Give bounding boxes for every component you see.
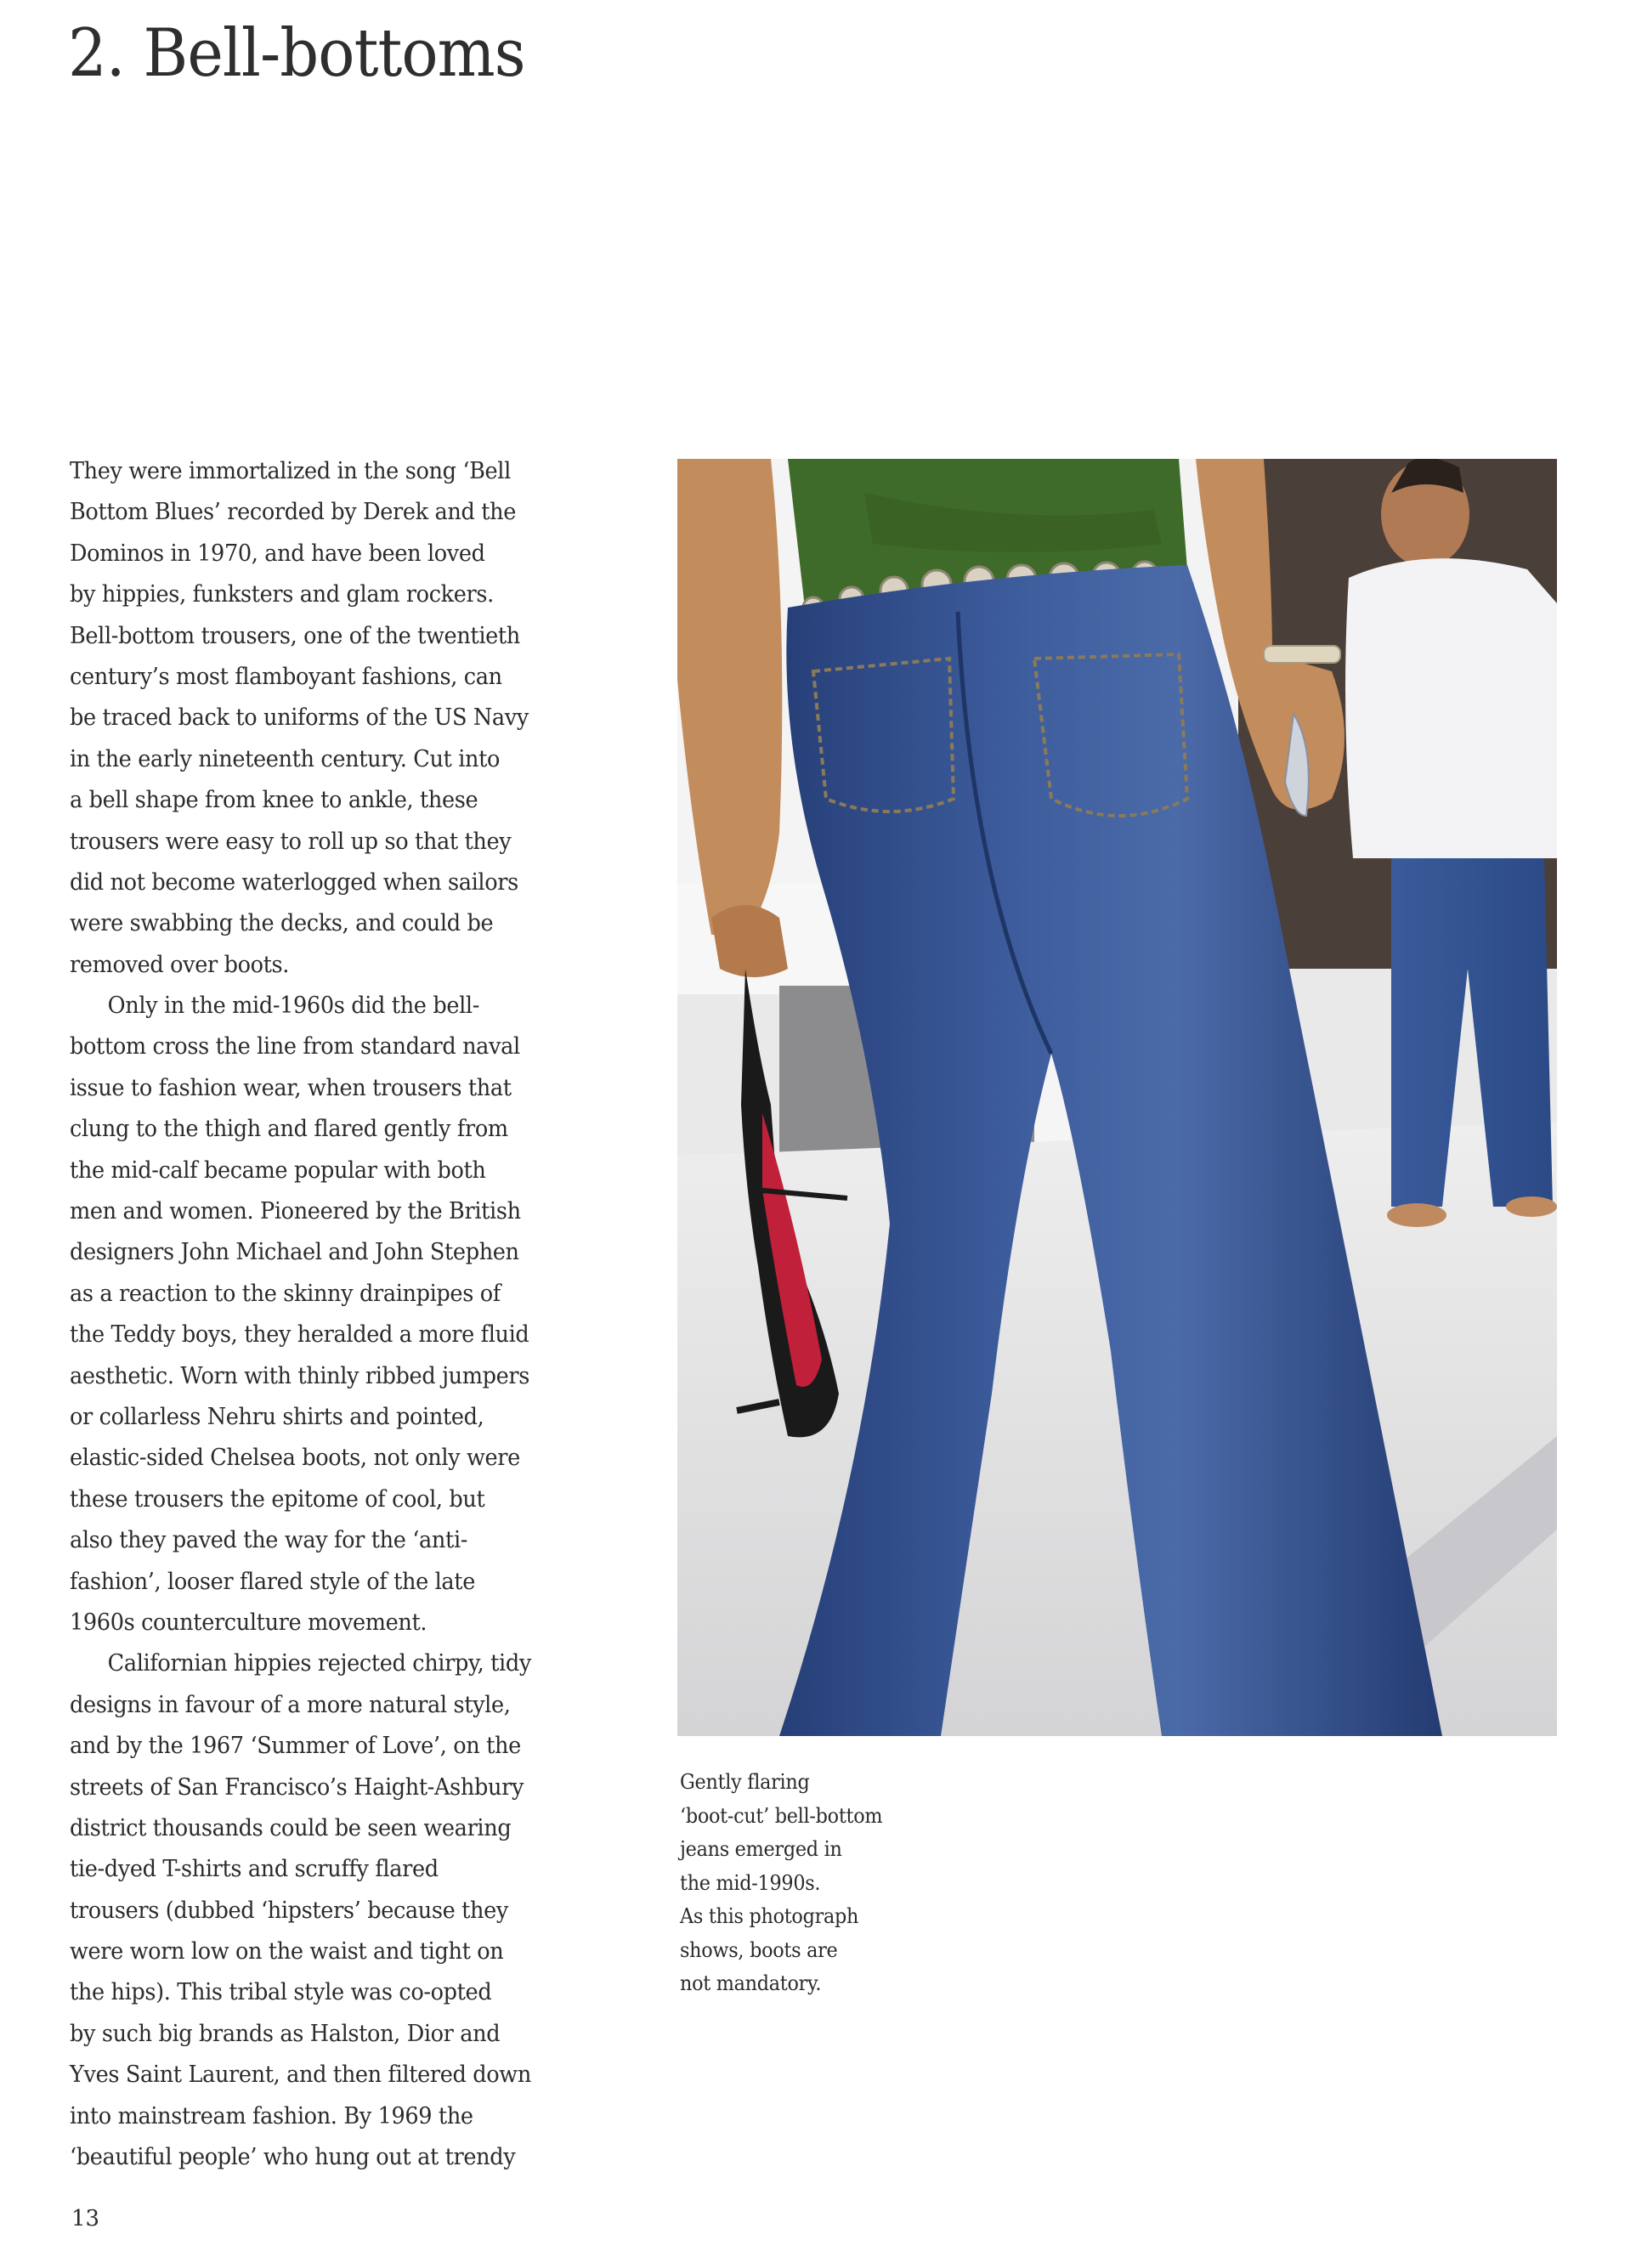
- body-text-line: elastic-sided Chelsea boots, not only were: [70, 1444, 520, 1472]
- body-text-line: the Teddy boys, they heralded a more fluid: [70, 1321, 529, 1349]
- body-text-line: were swabbing the decks, and could be: [70, 909, 494, 937]
- page-title: 2. Bell-bottoms: [68, 15, 525, 92]
- caption-line: shows, boots are: [680, 1937, 838, 1962]
- body-text-line: tie-dyed T-shirts and scruffy flared: [70, 1855, 439, 1883]
- body-text-line: clung to the thigh and flared gently from: [70, 1115, 508, 1143]
- body-text-line: or collarless Nehru shirts and pointed,: [70, 1402, 484, 1430]
- body-text-line: designs in favour of a more natural style,: [70, 1690, 511, 1718]
- body-text-line: Californian hippies rejected chirpy, tidy: [107, 1649, 531, 1677]
- body-text-line: trousers were easy to roll up so that they: [70, 827, 512, 855]
- body-text-line: did not become waterlogged when sailors: [70, 868, 518, 896]
- body-text-line: bottom cross the line from standard naval: [70, 1032, 520, 1060]
- body-text-line: the hips). This tribal style was co-opted: [70, 1978, 492, 2006]
- body-text-line: a bell shape from knee to ankle, these: [70, 786, 478, 814]
- body-text-line: also they paved the way for the ‘anti-: [70, 1526, 468, 1554]
- photo-illustration: [677, 459, 1557, 1736]
- body-text-line: men and women. Pioneered by the British: [70, 1197, 521, 1225]
- caption-line: the mid-1990s.: [680, 1870, 821, 1895]
- body-text-line: century’s most flamboyant fashions, can: [70, 662, 502, 690]
- caption-line: not mandatory.: [680, 1971, 822, 1995]
- photo-caption: [680, 1766, 960, 2001]
- body-text-line: by hippies, funksters and glam rockers.: [70, 580, 494, 608]
- body-text-line: and by the 1967 ‘Summer of Love’, on the: [70, 1732, 521, 1760]
- body-text-line: They were immortalized in the song ‘Bell: [70, 457, 511, 484]
- caption-line: As this photograph: [680, 1904, 859, 1928]
- bell-bottom-jeans-photo: [677, 459, 1557, 1736]
- body-text-line: ‘beautiful people’ who hung out at trendy: [70, 2143, 516, 2171]
- caption-line: ‘boot-cut’ bell-bottom: [680, 1803, 883, 1828]
- body-text-line: Only in the mid-1960s did the bell-: [107, 992, 479, 1020]
- body-text-line: aesthetic. Worn with thinly ribbed jumpers: [70, 1361, 529, 1389]
- body-text-line: removed over boots.: [70, 950, 290, 978]
- body-text-line: Bell-bottom trousers, one of the twentieth: [70, 621, 520, 649]
- body-text-line: Yves Saint Laurent, and then filtered down: [70, 2061, 531, 2089]
- body-text-line: district thousands could be seen wearing: [70, 1813, 512, 1841]
- caption-line: jeans emerged in: [680, 1837, 842, 1861]
- body-text-line: issue to fashion wear, when trousers that: [70, 1073, 512, 1101]
- body-text-line: in the early nineteenth century. Cut into: [70, 744, 501, 772]
- body-text-line: by such big brands as Halston, Dior and: [70, 2019, 501, 2047]
- body-text-line: designers John Michael and John Stephen: [70, 1238, 519, 1266]
- body-text-line: fashion’, looser flared style of the late: [70, 1567, 475, 1595]
- body-text-line: the mid-calf became popular with both: [70, 1156, 486, 1184]
- body-text-line: as a reaction to the skinny drainpipes of: [70, 1279, 501, 1307]
- page-number: 13: [71, 2206, 100, 2231]
- body-text-line: were worn low on the waist and tight on: [70, 1937, 504, 1965]
- body-text-line: be traced back to uniforms of the US Navy: [70, 704, 529, 732]
- body-text-line: into mainstream fashion. By 1969 the: [70, 2101, 473, 2129]
- body-text-line: 1960s counterculture movement.: [70, 1608, 427, 1636]
- body-text-line: trousers (dubbed ‘hipsters’ because they: [70, 1896, 509, 1924]
- body-text-line: Bottom Blues’ recorded by Derek and the: [70, 498, 516, 526]
- body-text-line: Dominos in 1970, and have been loved: [70, 539, 485, 567]
- body-text-column: [70, 450, 665, 2177]
- body-text-line: these trousers the epitome of cool, but: [70, 1485, 485, 1513]
- body-text-line: streets of San Francisco’s Haight-Ashbury: [70, 1773, 524, 1801]
- caption-line: Gently flaring: [680, 1770, 810, 1794]
